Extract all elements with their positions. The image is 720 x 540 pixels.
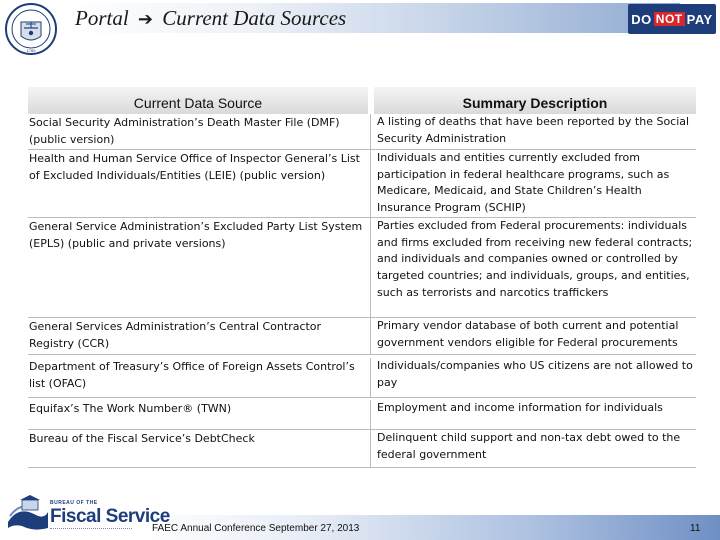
do-not-pay-logo — [628, 4, 716, 34]
table-header — [28, 87, 696, 114]
svg-text:1789: 1789 — [26, 48, 36, 53]
table-row — [28, 400, 696, 430]
data-sources-table — [28, 87, 696, 461]
table-row — [28, 430, 696, 468]
logo-bureau-label: BUREAU OF THE — [50, 500, 98, 506]
title-part-portal: Portal — [75, 6, 129, 30]
description-cell: Parties excluded from Federal procurements: individuals and firms excluded from receiving new federal contracts; and individuals and companies owned or controlled by targeted countries; and individuals, groups, and entities, such as terrorists and narcotics traffickers — [377, 219, 693, 299]
right-arrow-icon: ➔ — [137, 9, 154, 29]
page-title — [75, 6, 346, 31]
source-cell: General Service Administration’s Excluded Party List System (EPLS) (public and private versions) — [29, 220, 363, 250]
source-cell: General Services Administration’s Central Contractor Registry (CCR) — [29, 320, 322, 350]
table-row — [28, 218, 696, 318]
column-header-source: Current Data Source — [28, 87, 368, 114]
logo-word-pay: PAY — [686, 11, 713, 27]
description-cell: Primary vendor database of both current and potential government vendors eligible for Federal procurements — [377, 319, 679, 349]
title-part-sources: Current Data Sources — [162, 6, 347, 30]
slide-header — [0, 0, 720, 53]
treasury-seal-icon — [4, 2, 58, 56]
description-cell: Delinquent child support and non-tax debt owed to the federal government — [377, 431, 681, 461]
table-row — [28, 318, 696, 355]
table-row — [28, 114, 696, 150]
table-row — [28, 358, 696, 398]
description-cell: Individuals and entities currently excluded from participation in federal healthcare programs, such as Medicare, Medicaid, and State Children’s Health Insurance Program (SCHIP) — [377, 151, 670, 215]
column-header-description: Summary Description — [374, 87, 696, 114]
source-cell: Social Security Administration’s Death Master File (DMF) (public version) — [29, 116, 340, 146]
footer-conference: FAEC Annual Conference September 27, 2013 — [152, 523, 360, 534]
logo-divider — [50, 528, 132, 531]
source-cell: Department of Treasury’s Office of Foreign Assets Control’s list (OFAC) — [29, 360, 355, 390]
description-cell: Employment and income information for individuals — [377, 401, 663, 414]
page-number: 11 — [690, 523, 701, 534]
description-cell: A listing of deaths that have been reported by the Social Security Administration — [377, 115, 690, 145]
logo-word-not: NOT — [655, 12, 683, 26]
source-cell: Equifax’s The Work Number® (TWN) — [29, 402, 232, 415]
source-cell: Bureau of the Fiscal Service’s DebtCheck — [29, 432, 255, 445]
logo-word-do: DO — [631, 11, 652, 27]
logo-fiscal-service: Fiscal Service — [50, 506, 170, 527]
table-row — [28, 150, 696, 218]
source-cell: Health and Human Service Office of Inspector General’s List of Excluded Individuals/Entities (LEIE) (public version) — [29, 152, 360, 182]
description-cell: Individuals/companies who US citizens are not allowed to pay — [377, 359, 693, 389]
